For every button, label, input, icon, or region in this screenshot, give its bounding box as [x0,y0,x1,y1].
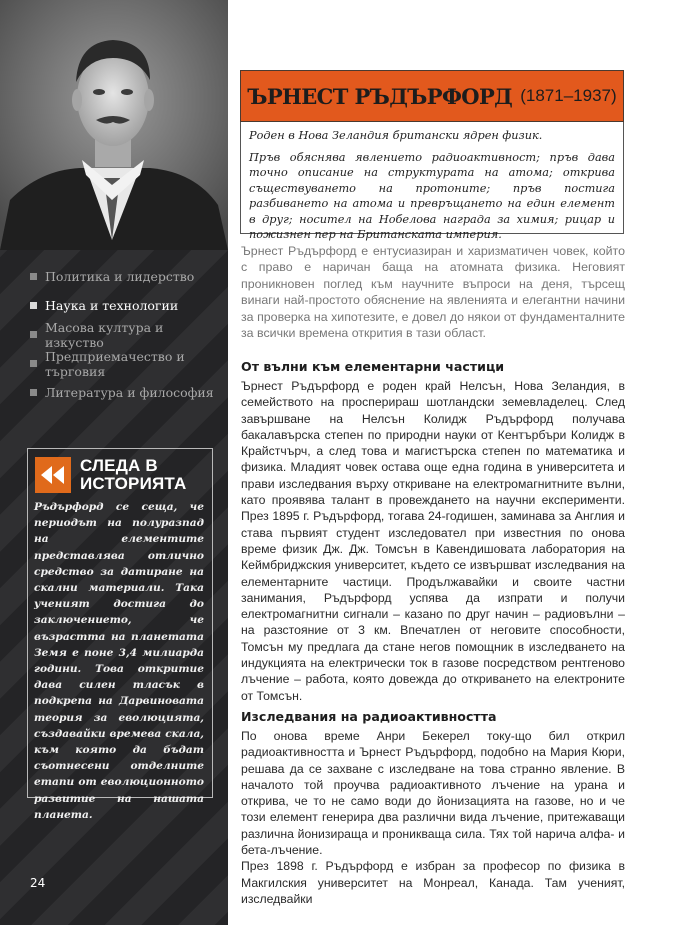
topic-label: Наука и технологии [45,298,179,313]
summary-line-achievements: Пръв обяснява явлението радиоактивност; пръв дава точно описание на структурата на атома; открива съществуването на протоните; пръв постига разбиването на атома и превръщането на един елемент в друг; носител на Нобелова награда за химия; рицар и пожизнен пер на Британската империя. [249,150,615,241]
life-years: (1871–1937) [520,86,617,105]
history-title [80,457,186,493]
topic-label: Литература и философия [45,385,214,400]
title-bar [240,70,624,122]
topic-item[interactable] [30,262,220,291]
history-title-line2: ИСТОРИЯТА [80,474,187,493]
intro-paragraph: Ърнест Ръдърфорд е ентусиазиран и харизматичен човек, който с право е наричан баща на атомната физика. Неговият проникновен поглед към научните въпроси на деня, търсещ винаги най-простото обяснение на явленията и елегантни начини за проверка на хипотезите, е довел до някои от фундаменталните за всички времена открития в тази област. [241,244,625,341]
topic-item-active[interactable] [30,291,220,320]
topic-list [30,262,220,407]
person-name: ЪРНЕСТ РЪДЪРФОРД [247,83,513,109]
square-bullet-icon [30,273,37,280]
rewind-icon [35,457,71,493]
square-bullet-icon [30,331,37,338]
topic-label: Политика и лидерство [45,269,195,284]
summary-box [240,122,624,241]
left-sidebar [0,0,228,925]
topic-item[interactable] [30,349,220,378]
topic-label: Масова култура и изкуство [45,319,164,350]
topic-item[interactable] [30,378,220,407]
square-bullet-icon [30,302,37,309]
paragraph: През 1898 г. Ръдърфорд е избран за професор по физика в Макгилския университет на Монреал, Канада. Там ученият, изследвайки [241,859,625,906]
topic-label: Предприемачество и търговия [45,348,185,379]
section-text-waves: Ърнест Ръдърфорд е роден край Нелсън, Нова Зеландия, в семейството на просперираш шотландски земевладелец. След завършване на Нелсън Колидж Ръдърфорд получава бакалавърска степен по природни науки от Кентърбъри Колидж в Крайстчърч, а след това и магистърска степен по математика и физика. Младият човек остава още една година в университета и прави изследвания върху откриване на електромагнитните вълни, като проявява талант в провеждането на научни експерименти. През 1895 г. Ръдърфорд, тогава 24-годишен, заминава за Англия и става първият студент изследовател при известния по онова време физик Дж. Дж. Томсън в Кавендишовата лаборатория на Кеймбриджския университет, където се извършват изследвания на елементарните частици. Продължавайки и своите частни занимания, Ръдърфорд успява да изпрати и получи електромагнитни сигнали – казано по друг начин – радиовълни – на разстояние от 3 км. Впечатлен от неговите способности, Томсън му предлага да стане негов помощник в изследването на индукцията на електрически ток в газове посредством рентгеново лъчение – работа, която довежда до откриването на електроните от Томсън. [241,379,625,703]
history-header [35,457,212,493]
history-box [27,448,213,821]
paragraph: По онова време Анри Бекерел току-що бил открил радиоактивността и Ърнест Ръдърфорд, подобно на Мария Кюри, решава да се захване с изследване на това странно явление. В началото той проучва радиоактивното лъчение на урана и открива, че то не само води до йонизацията на газове, но и че този елемент генерира два различни вида лъчение, притежаващи различна йонизираща и проникваща сила. Тях той нарича алфа- и бета-лъчение. [241,729,625,858]
portrait-photo [0,0,228,250]
section-heading-radioactivity: Изследвания на радиоактивността [241,709,497,724]
square-bullet-icon [30,360,37,367]
history-text: Ръдърфорд се сеща, че периодът на полуразпад на елементите представлява отлично средство за датиране на скални материали. Така ученият достига до заключението, че възрастта на планетата Земя е поне 3,4 милиарда години. Това откритие дава силен тласък в подкрепа на Дарвиновата теория за еволюцията, създавайки времева скала, към която да бъдат съотнесени отделните етапи от еволюционното развитие на нашата планета. [34,501,204,821]
portrait-image [0,0,228,250]
topic-item[interactable] [30,320,220,349]
square-bullet-icon [30,389,37,396]
section-heading-waves: От вълни към елементарни частици [241,359,505,374]
page-number: 24 [30,876,46,890]
summary-line-birth: Роден в Нова Зеландия британски ядрен физик. [249,129,543,142]
section-text-radioactivity [241,728,625,907]
history-title-line1: СЛЕДА В [80,456,158,475]
